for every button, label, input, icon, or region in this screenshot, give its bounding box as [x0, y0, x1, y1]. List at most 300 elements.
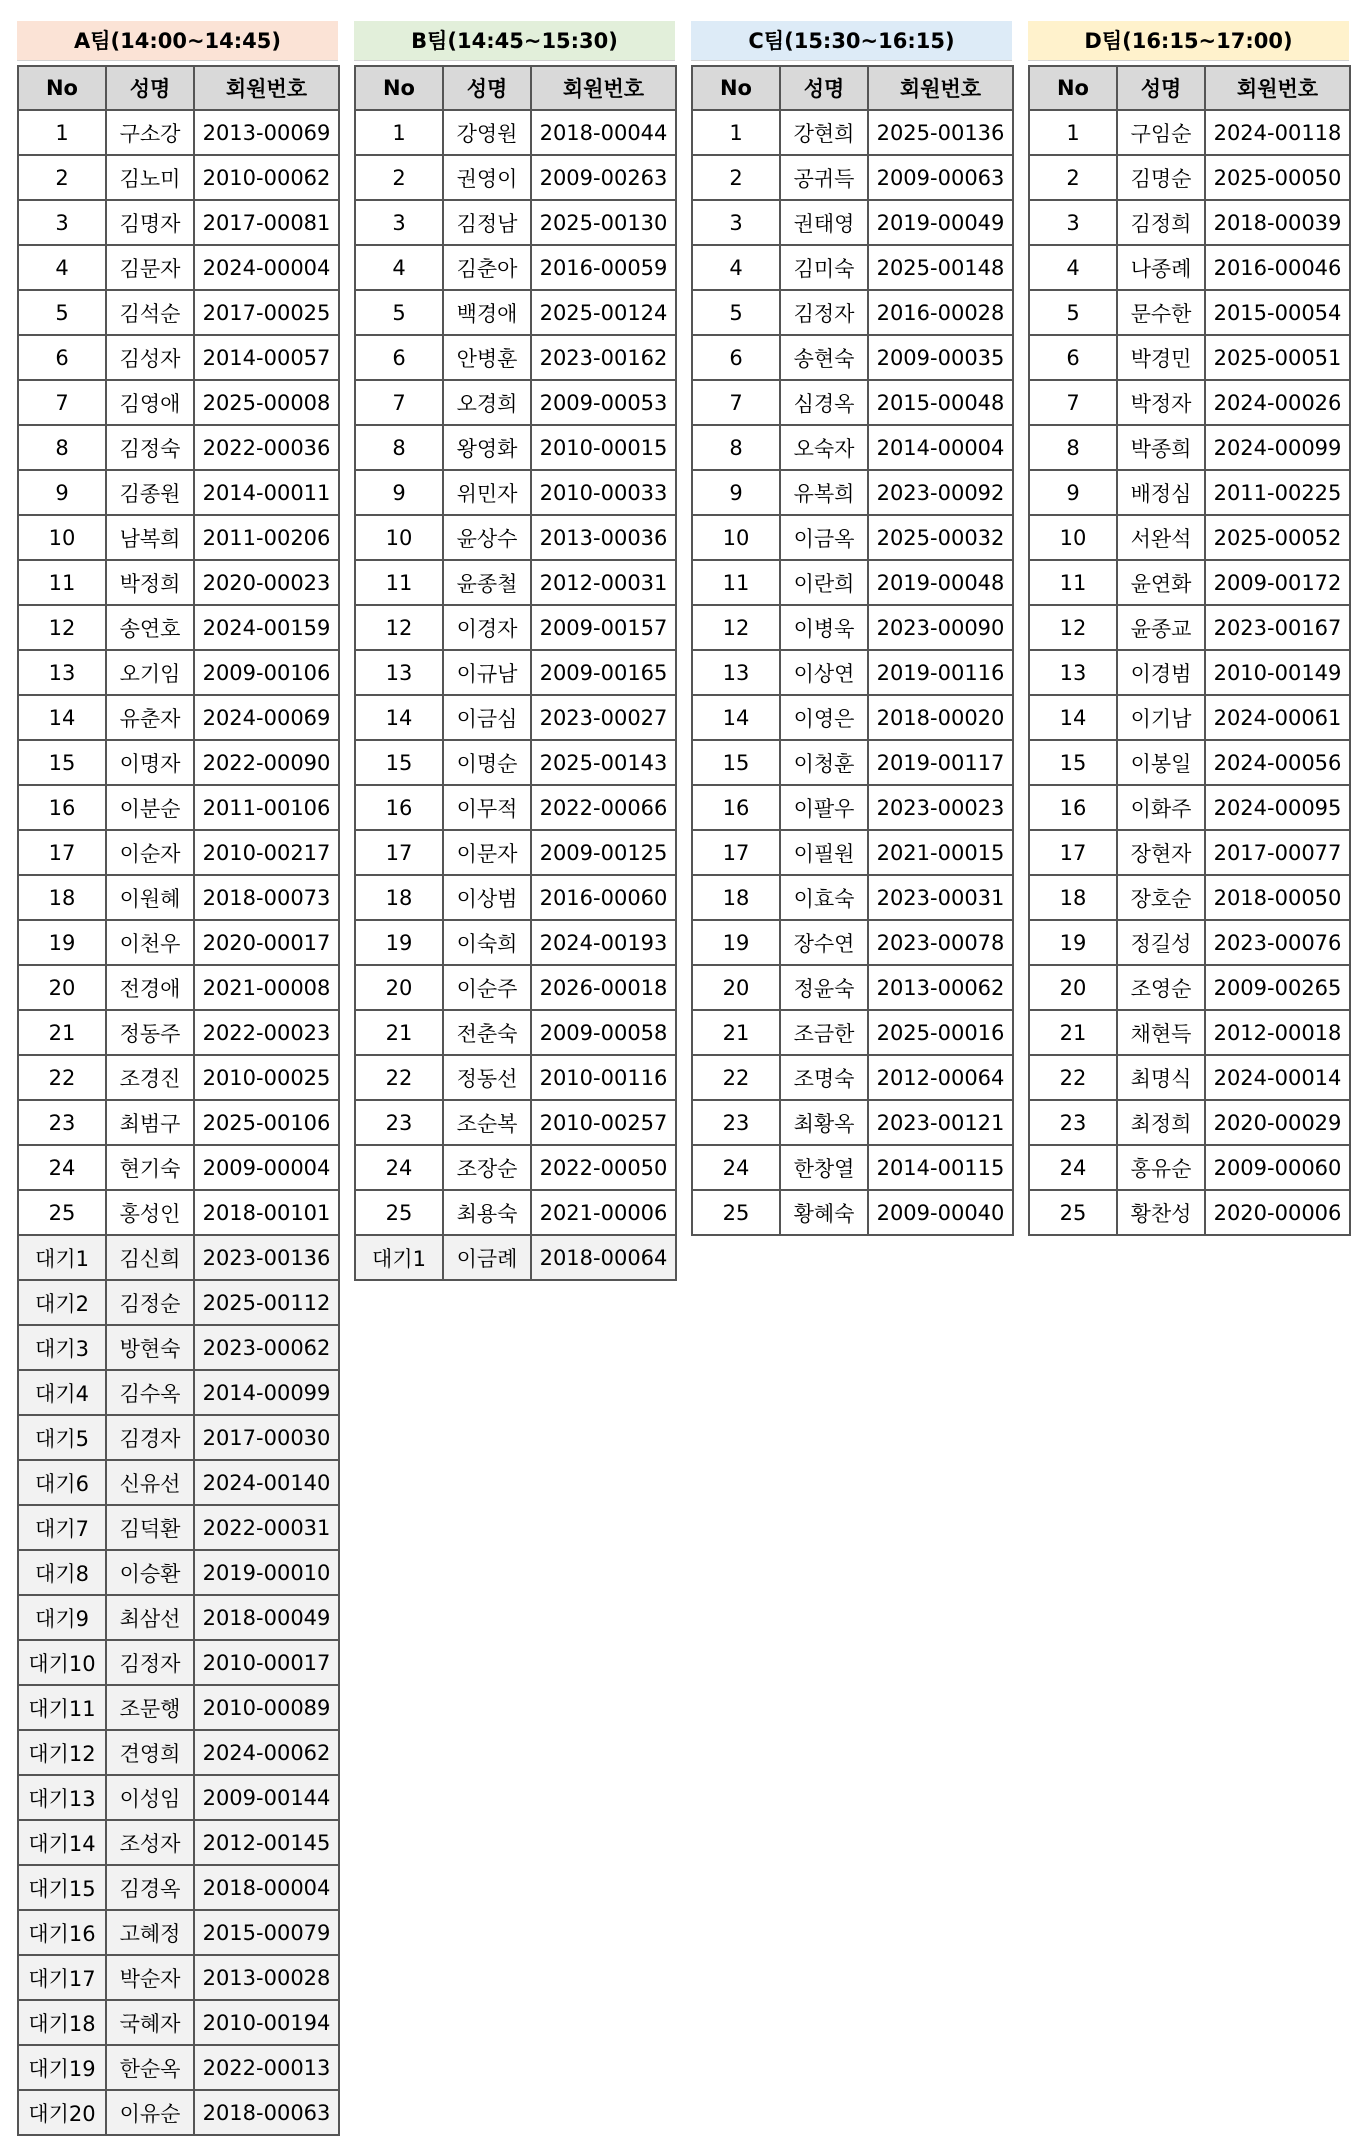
cell-name: 김정자: [106, 1640, 194, 1685]
cell-member-id: 2013-00036: [531, 515, 676, 560]
cell-member-id: 2020-00017: [194, 920, 339, 965]
cell-member-id: 2025-00148: [868, 245, 1013, 290]
member-row: [1029, 785, 1350, 830]
member-row: [355, 335, 676, 380]
cell-name: 조명숙: [780, 1055, 868, 1100]
member-row: [18, 1055, 339, 1100]
cell-member-id: 2022-00090: [194, 740, 339, 785]
member-row: [355, 1190, 676, 1235]
cell-member-id: 2024-00069: [194, 695, 339, 740]
cell-name: 오기임: [106, 650, 194, 695]
member-row: [692, 965, 1013, 1010]
cell-name: 백경애: [443, 290, 531, 335]
cell-name: 심경옥: [780, 380, 868, 425]
cell-member-id: 2025-00050: [1205, 155, 1350, 200]
cell-name: 조영순: [1117, 965, 1205, 1010]
cell-member-id: 2024-00061: [1205, 695, 1350, 740]
cell-member-id: 2025-00112: [194, 1280, 339, 1325]
member-row: [355, 425, 676, 470]
cell-member-id: 2022-00031: [194, 1505, 339, 1550]
cell-no: 대기2: [18, 1280, 106, 1325]
cell-no: 3: [692, 200, 780, 245]
cell-no: 14: [692, 695, 780, 740]
column-header-no: No: [18, 66, 106, 110]
cell-name: 박정자: [1117, 380, 1205, 425]
cell-member-id: 2025-00130: [531, 200, 676, 245]
team-title: A팀(14:00~14:45): [17, 21, 338, 61]
cell-name: 홍성인: [106, 1190, 194, 1235]
cell-no: 16: [355, 785, 443, 830]
cell-name: 한순옥: [106, 2045, 194, 2090]
member-row: [1029, 695, 1350, 740]
member-row: [355, 515, 676, 560]
cell-member-id: 2009-00035: [868, 335, 1013, 380]
waitlist-row: [18, 1325, 339, 1370]
cell-name: 고혜정: [106, 1910, 194, 1955]
cell-member-id: 2009-00004: [194, 1145, 339, 1190]
cell-no: 9: [692, 470, 780, 515]
cell-member-id: 2012-00145: [194, 1820, 339, 1865]
cell-member-id: 2010-00149: [1205, 650, 1350, 695]
cell-name: 방현숙: [106, 1325, 194, 1370]
cell-member-id: 2018-00044: [531, 110, 676, 155]
cell-member-id: 2019-00048: [868, 560, 1013, 605]
cell-no: 10: [355, 515, 443, 560]
member-row: [18, 1100, 339, 1145]
cell-name: 윤종교: [1117, 605, 1205, 650]
cell-member-id: 2025-00051: [1205, 335, 1350, 380]
cell-member-id: 2020-00006: [1205, 1190, 1350, 1235]
cell-member-id: 2023-00078: [868, 920, 1013, 965]
cell-member-id: 2011-00225: [1205, 470, 1350, 515]
cell-no: 10: [18, 515, 106, 560]
cell-member-id: 2009-00060: [1205, 1145, 1350, 1190]
member-row: [18, 470, 339, 515]
cell-name: 조문행: [106, 1685, 194, 1730]
member-row: [692, 1190, 1013, 1235]
cell-member-id: 2018-00073: [194, 875, 339, 920]
member-row: [355, 110, 676, 155]
cell-no: 16: [1029, 785, 1117, 830]
member-row: [692, 875, 1013, 920]
header-row: [692, 66, 1013, 110]
member-row: [18, 155, 339, 200]
cell-no: 대기1: [355, 1235, 443, 1280]
cell-member-id: 2018-00050: [1205, 875, 1350, 920]
cell-name: 박종희: [1117, 425, 1205, 470]
cell-member-id: 2021-00015: [868, 830, 1013, 875]
cell-member-id: 2016-00060: [531, 875, 676, 920]
cell-no: 7: [355, 380, 443, 425]
cell-no: 14: [18, 695, 106, 740]
member-row: [692, 740, 1013, 785]
cell-name: 유춘자: [106, 695, 194, 740]
cell-no: 대기6: [18, 1460, 106, 1505]
cell-name: 김정순: [106, 1280, 194, 1325]
member-row: [1029, 1010, 1350, 1055]
cell-name: 황찬성: [1117, 1190, 1205, 1235]
cell-no: 4: [1029, 245, 1117, 290]
cell-no: 21: [355, 1010, 443, 1055]
waitlist-row: [18, 1910, 339, 1955]
cell-member-id: 2021-00008: [194, 965, 339, 1010]
cell-name: 이금옥: [780, 515, 868, 560]
member-row: [692, 695, 1013, 740]
cell-no: 대기4: [18, 1370, 106, 1415]
cell-name: 윤연화: [1117, 560, 1205, 605]
cell-name: 황혜숙: [780, 1190, 868, 1235]
cell-member-id: 2009-00040: [868, 1190, 1013, 1235]
waitlist-row: [18, 1730, 339, 1775]
cell-no: 24: [1029, 1145, 1117, 1190]
member-row: [18, 380, 339, 425]
cell-member-id: 2023-00121: [868, 1100, 1013, 1145]
member-row: [692, 1145, 1013, 1190]
cell-no: 4: [692, 245, 780, 290]
cell-no: 18: [1029, 875, 1117, 920]
cell-name: 이무적: [443, 785, 531, 830]
cell-member-id: 2010-00089: [194, 1685, 339, 1730]
member-row: [18, 605, 339, 650]
cell-no: 7: [1029, 380, 1117, 425]
cell-member-id: 2009-00172: [1205, 560, 1350, 605]
waitlist-row: [18, 1640, 339, 1685]
cell-member-id: 2010-00194: [194, 2000, 339, 2045]
cell-no: 24: [692, 1145, 780, 1190]
cell-member-id: 2024-00095: [1205, 785, 1350, 830]
member-row: [18, 875, 339, 920]
cell-no: 대기19: [18, 2045, 106, 2090]
cell-no: 2: [1029, 155, 1117, 200]
cell-name: 이기남: [1117, 695, 1205, 740]
column-header-no: No: [355, 66, 443, 110]
member-row: [355, 155, 676, 200]
waitlist-row: [18, 1865, 339, 1910]
member-row: [355, 560, 676, 605]
cell-no: 7: [692, 380, 780, 425]
cell-member-id: 2025-00124: [531, 290, 676, 335]
cell-name: 조경진: [106, 1055, 194, 1100]
cell-name: 김덕환: [106, 1505, 194, 1550]
team-c-roster: [691, 21, 1012, 1236]
cell-name: 김경자: [106, 1415, 194, 1460]
cell-name: 정길성: [1117, 920, 1205, 965]
cell-name: 견영희: [106, 1730, 194, 1775]
waitlist-row: [18, 1505, 339, 1550]
cell-no: 15: [1029, 740, 1117, 785]
waitlist-row: [18, 1370, 339, 1415]
cell-member-id: 2010-00116: [531, 1055, 676, 1100]
cell-no: 대기13: [18, 1775, 106, 1820]
cell-name: 남복희: [106, 515, 194, 560]
waitlist-row: [18, 2045, 339, 2090]
cell-member-id: 2012-00064: [868, 1055, 1013, 1100]
cell-no: 22: [18, 1055, 106, 1100]
member-row: [692, 605, 1013, 650]
cell-member-id: 2009-00058: [531, 1010, 676, 1055]
cell-member-id: 2014-00099: [194, 1370, 339, 1415]
team-title: C팀(15:30~16:15): [691, 21, 1012, 61]
member-row: [18, 920, 339, 965]
cell-member-id: 2025-00032: [868, 515, 1013, 560]
cell-member-id: 2011-00106: [194, 785, 339, 830]
member-table: [17, 65, 340, 2136]
cell-member-id: 2016-00059: [531, 245, 676, 290]
member-row: [1029, 965, 1350, 1010]
member-row: [355, 695, 676, 740]
cell-name: 이규남: [443, 650, 531, 695]
cell-no: 12: [692, 605, 780, 650]
cell-no: 13: [1029, 650, 1117, 695]
member-row: [1029, 875, 1350, 920]
cell-name: 이상범: [443, 875, 531, 920]
cell-no: 대기18: [18, 2000, 106, 2045]
member-row: [355, 1010, 676, 1055]
cell-name: 이경자: [443, 605, 531, 650]
member-row: [18, 1190, 339, 1235]
cell-name: 문수한: [1117, 290, 1205, 335]
cell-no: 대기16: [18, 1910, 106, 1955]
cell-member-id: 2018-00020: [868, 695, 1013, 740]
cell-no: 12: [18, 605, 106, 650]
cell-no: 16: [692, 785, 780, 830]
cell-no: 대기17: [18, 1955, 106, 2000]
waitlist-row: [18, 1235, 339, 1280]
cell-name: 강현희: [780, 110, 868, 155]
cell-no: 25: [18, 1190, 106, 1235]
cell-member-id: 2025-00016: [868, 1010, 1013, 1055]
cell-member-id: 2019-00117: [868, 740, 1013, 785]
member-row: [18, 1145, 339, 1190]
cell-no: 대기9: [18, 1595, 106, 1640]
cell-member-id: 2024-00026: [1205, 380, 1350, 425]
cell-no: 16: [18, 785, 106, 830]
cell-name: 왕영화: [443, 425, 531, 470]
cell-name: 송연호: [106, 605, 194, 650]
cell-member-id: 2009-00144: [194, 1775, 339, 1820]
cell-name: 배정심: [1117, 470, 1205, 515]
cell-name: 이분순: [106, 785, 194, 830]
cell-member-id: 2016-00028: [868, 290, 1013, 335]
member-row: [355, 290, 676, 335]
member-row: [692, 245, 1013, 290]
cell-name: 조금한: [780, 1010, 868, 1055]
cell-name: 이승환: [106, 1550, 194, 1595]
member-row: [1029, 920, 1350, 965]
cell-name: 최삼선: [106, 1595, 194, 1640]
cell-no: 22: [355, 1055, 443, 1100]
cell-name: 이순주: [443, 965, 531, 1010]
cell-name: 채현득: [1117, 1010, 1205, 1055]
waitlist-row: [18, 1550, 339, 1595]
cell-name: 조순복: [443, 1100, 531, 1145]
cell-name: 정동주: [106, 1010, 194, 1055]
cell-name: 강영원: [443, 110, 531, 155]
member-row: [1029, 155, 1350, 200]
member-row: [692, 830, 1013, 875]
cell-member-id: 2010-00257: [531, 1100, 676, 1145]
cell-member-id: 2016-00046: [1205, 245, 1350, 290]
cell-member-id: 2023-00136: [194, 1235, 339, 1280]
cell-name: 이필원: [780, 830, 868, 875]
cell-member-id: 2023-00027: [531, 695, 676, 740]
cell-member-id: 2024-00004: [194, 245, 339, 290]
cell-no: 8: [18, 425, 106, 470]
cell-member-id: 2019-00049: [868, 200, 1013, 245]
member-row: [355, 650, 676, 695]
cell-member-id: 2010-00217: [194, 830, 339, 875]
cell-member-id: 2023-00076: [1205, 920, 1350, 965]
cell-member-id: 2024-00014: [1205, 1055, 1350, 1100]
cell-name: 김문자: [106, 245, 194, 290]
cell-member-id: 2023-00031: [868, 875, 1013, 920]
member-row: [1029, 425, 1350, 470]
cell-no: 5: [355, 290, 443, 335]
cell-member-id: 2017-00077: [1205, 830, 1350, 875]
waitlist-row: [355, 1235, 676, 1280]
member-row: [18, 110, 339, 155]
cell-no: 대기10: [18, 1640, 106, 1685]
member-row: [18, 200, 339, 245]
cell-member-id: 2009-00106: [194, 650, 339, 695]
cell-member-id: 2010-00062: [194, 155, 339, 200]
member-row: [355, 200, 676, 245]
cell-member-id: 2010-00017: [194, 1640, 339, 1685]
team-a-roster: [17, 21, 338, 2136]
cell-member-id: 2023-00023: [868, 785, 1013, 830]
cell-no: 대기7: [18, 1505, 106, 1550]
waitlist-row: [18, 2000, 339, 2045]
cell-no: 14: [1029, 695, 1117, 740]
cell-member-id: 2017-00030: [194, 1415, 339, 1460]
cell-name: 김경옥: [106, 1865, 194, 1910]
cell-name: 이유순: [106, 2090, 194, 2135]
team-title: B팀(14:45~15:30): [354, 21, 675, 61]
cell-name: 김춘아: [443, 245, 531, 290]
cell-member-id: 2010-00015: [531, 425, 676, 470]
member-row: [18, 290, 339, 335]
cell-no: 18: [18, 875, 106, 920]
member-row: [1029, 830, 1350, 875]
team-title: D팀(16:15~17:00): [1028, 21, 1349, 61]
cell-no: 13: [692, 650, 780, 695]
cell-no: 12: [355, 605, 443, 650]
cell-no: 1: [1029, 110, 1117, 155]
cell-no: 15: [18, 740, 106, 785]
cell-no: 15: [692, 740, 780, 785]
cell-name: 김수옥: [106, 1370, 194, 1415]
cell-name: 김종원: [106, 470, 194, 515]
cell-name: 김정희: [1117, 200, 1205, 245]
cell-member-id: 2017-00025: [194, 290, 339, 335]
cell-name: 이원혜: [106, 875, 194, 920]
cell-no: 17: [18, 830, 106, 875]
column-header-name: 성명: [780, 66, 868, 110]
member-row: [1029, 740, 1350, 785]
cell-member-id: 2018-00049: [194, 1595, 339, 1640]
member-row: [692, 110, 1013, 155]
column-header-no: No: [1029, 66, 1117, 110]
cell-name: 김명순: [1117, 155, 1205, 200]
member-row: [18, 1010, 339, 1055]
member-row: [692, 335, 1013, 380]
cell-member-id: 2022-00036: [194, 425, 339, 470]
member-row: [1029, 110, 1350, 155]
cell-no: 4: [355, 245, 443, 290]
cell-no: 대기15: [18, 1865, 106, 1910]
header-row: [355, 66, 676, 110]
member-row: [18, 695, 339, 740]
cell-no: 대기11: [18, 1685, 106, 1730]
cell-member-id: 2023-00162: [531, 335, 676, 380]
member-table: [691, 65, 1014, 1236]
cell-member-id: 2022-00050: [531, 1145, 676, 1190]
cell-member-id: 2023-00092: [868, 470, 1013, 515]
member-row: [692, 290, 1013, 335]
member-row: [18, 785, 339, 830]
member-row: [692, 470, 1013, 515]
cell-name: 서완석: [1117, 515, 1205, 560]
cell-member-id: 2013-00069: [194, 110, 339, 155]
cell-member-id: 2018-00004: [194, 1865, 339, 1910]
cell-no: 13: [355, 650, 443, 695]
cell-member-id: 2009-00053: [531, 380, 676, 425]
cell-no: 6: [692, 335, 780, 380]
member-row: [692, 515, 1013, 560]
cell-member-id: 2021-00006: [531, 1190, 676, 1235]
member-row: [1029, 200, 1350, 245]
member-row: [355, 965, 676, 1010]
cell-no: 17: [355, 830, 443, 875]
cell-member-id: 2018-00063: [194, 2090, 339, 2135]
cell-member-id: 2009-00265: [1205, 965, 1350, 1010]
cell-no: 23: [1029, 1100, 1117, 1145]
cell-name: 국혜자: [106, 2000, 194, 2045]
member-row: [18, 650, 339, 695]
member-row: [692, 200, 1013, 245]
cell-member-id: 2015-00079: [194, 1910, 339, 1955]
cell-no: 24: [18, 1145, 106, 1190]
cell-name: 정윤숙: [780, 965, 868, 1010]
cell-member-id: 2025-00052: [1205, 515, 1350, 560]
member-row: [692, 1100, 1013, 1145]
cell-no: 18: [692, 875, 780, 920]
cell-member-id: 2009-00125: [531, 830, 676, 875]
cell-no: 9: [18, 470, 106, 515]
column-header-member-id: 회원번호: [194, 66, 339, 110]
cell-member-id: 2013-00062: [868, 965, 1013, 1010]
cell-name: 김정자: [780, 290, 868, 335]
cell-name: 김성자: [106, 335, 194, 380]
waitlist-row: [18, 2090, 339, 2135]
member-table: [1028, 65, 1351, 1236]
cell-member-id: 2018-00064: [531, 1235, 676, 1280]
cell-member-id: 2025-00008: [194, 380, 339, 425]
cell-name: 최황옥: [780, 1100, 868, 1145]
waitlist-row: [18, 1820, 339, 1865]
waitlist-row: [18, 1460, 339, 1505]
member-row: [692, 1010, 1013, 1055]
member-row: [1029, 335, 1350, 380]
cell-no: 9: [1029, 470, 1117, 515]
member-row: [355, 470, 676, 515]
cell-member-id: 2018-00101: [194, 1190, 339, 1235]
cell-name: 안병훈: [443, 335, 531, 380]
cell-no: 6: [355, 335, 443, 380]
cell-member-id: 2014-00004: [868, 425, 1013, 470]
cell-name: 최범구: [106, 1100, 194, 1145]
cell-member-id: 2026-00018: [531, 965, 676, 1010]
